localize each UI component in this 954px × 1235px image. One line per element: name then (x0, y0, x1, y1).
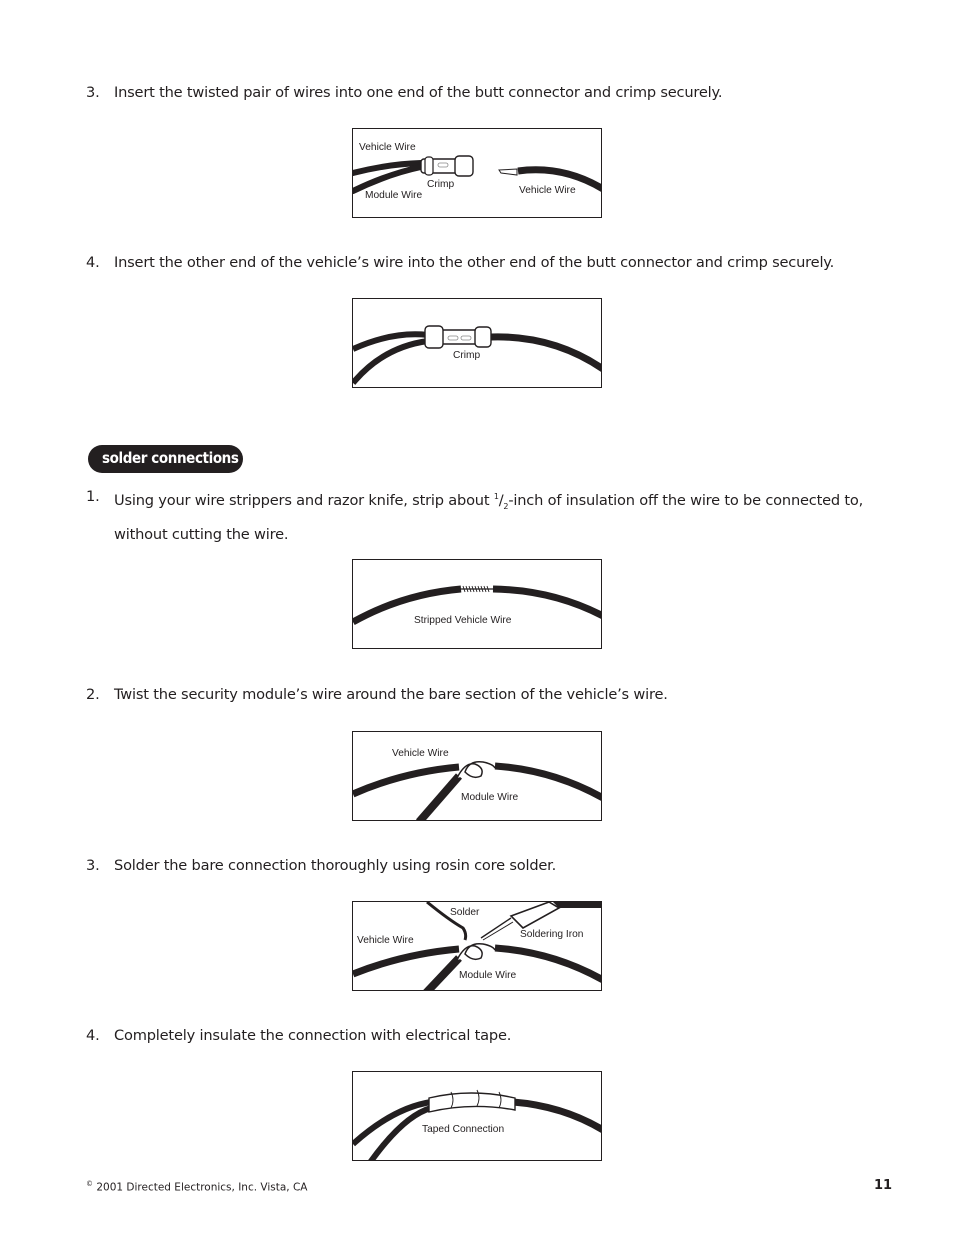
figure-taped-connection (352, 1071, 602, 1161)
solder-step-4 (86, 1022, 511, 1050)
step-text: Twist the security module’s wire around the bare section of the vehicle’s wire. (114, 686, 668, 703)
figure-stripped-wire (352, 559, 602, 649)
copyright-symbol: © (86, 1180, 93, 1188)
step-number: 2. (86, 686, 100, 703)
label-crimp: Crimp (427, 179, 455, 190)
section-title: solder connections (102, 449, 239, 467)
step-number: 3. (86, 857, 100, 874)
fraction-slash: / (498, 491, 504, 509)
wire-illustration (353, 732, 601, 820)
label-soldering-iron: Soldering Iron (520, 929, 584, 940)
wire-illustration (353, 560, 601, 648)
figure-twisted-wires (352, 731, 602, 821)
step-number: 4. (86, 1027, 100, 1044)
crimp-step-4 (86, 249, 834, 277)
step-number: 4. (86, 254, 100, 271)
footer-copyright (86, 1180, 308, 1194)
label-vehicle-wire-right: Vehicle Wire (519, 185, 576, 196)
solder-step-2 (86, 681, 668, 709)
section-header-solder-connections (88, 445, 243, 473)
fraction-denominator: 2 (503, 501, 509, 511)
step-number: 3. (86, 84, 100, 101)
fraction-numerator: 1 (493, 492, 499, 501)
label-solder: Solder (450, 907, 480, 918)
figure-butt-connector-both-ends (352, 298, 602, 388)
figure-butt-connector-one-end (352, 128, 602, 218)
wire-illustration (353, 299, 601, 387)
step-text: Solder the bare connection thoroughly using rosin core solder. (114, 857, 557, 874)
step-text (114, 483, 874, 549)
figure-soldering (352, 901, 602, 991)
step-text-part: -inch of insulation off the wire to be connected to, without cutting the wire. (114, 491, 864, 543)
crimp-step-3 (86, 79, 722, 107)
step-number: 1. (86, 488, 100, 505)
label-vehicle-wire: Vehicle Wire (392, 748, 449, 759)
label-crimp: Crimp (453, 350, 481, 361)
page-number: 11 (874, 1178, 893, 1193)
step-text: Completely insulate the connection with electrical tape. (114, 1027, 512, 1044)
copyright-text: 2001 Directed Electronics, Inc. Vista, CA (96, 1181, 308, 1194)
label-taped-connection: Taped Connection (422, 1124, 505, 1135)
label-vehicle-wire: Vehicle Wire (357, 935, 414, 946)
solder-step-3 (86, 852, 556, 880)
label-stripped-vehicle-wire: Stripped Vehicle Wire (414, 615, 512, 626)
label-module-wire: Module Wire (365, 190, 423, 201)
step-text-part: Using your wire strippers and razor knife, strip about (114, 491, 494, 509)
label-module-wire: Module Wire (459, 970, 517, 981)
label-vehicle-wire-left: Vehicle Wire (359, 142, 416, 153)
solder-step-1 (86, 483, 874, 549)
step-text: Insert the other end of the vehicle’s wire into the other end of the butt connector and crimp securely. (114, 254, 835, 271)
label-module-wire: Module Wire (461, 792, 519, 803)
wire-illustration (353, 1072, 601, 1160)
step-text: Insert the twisted pair of wires into one end of the butt connector and crimp securely. (114, 84, 723, 101)
